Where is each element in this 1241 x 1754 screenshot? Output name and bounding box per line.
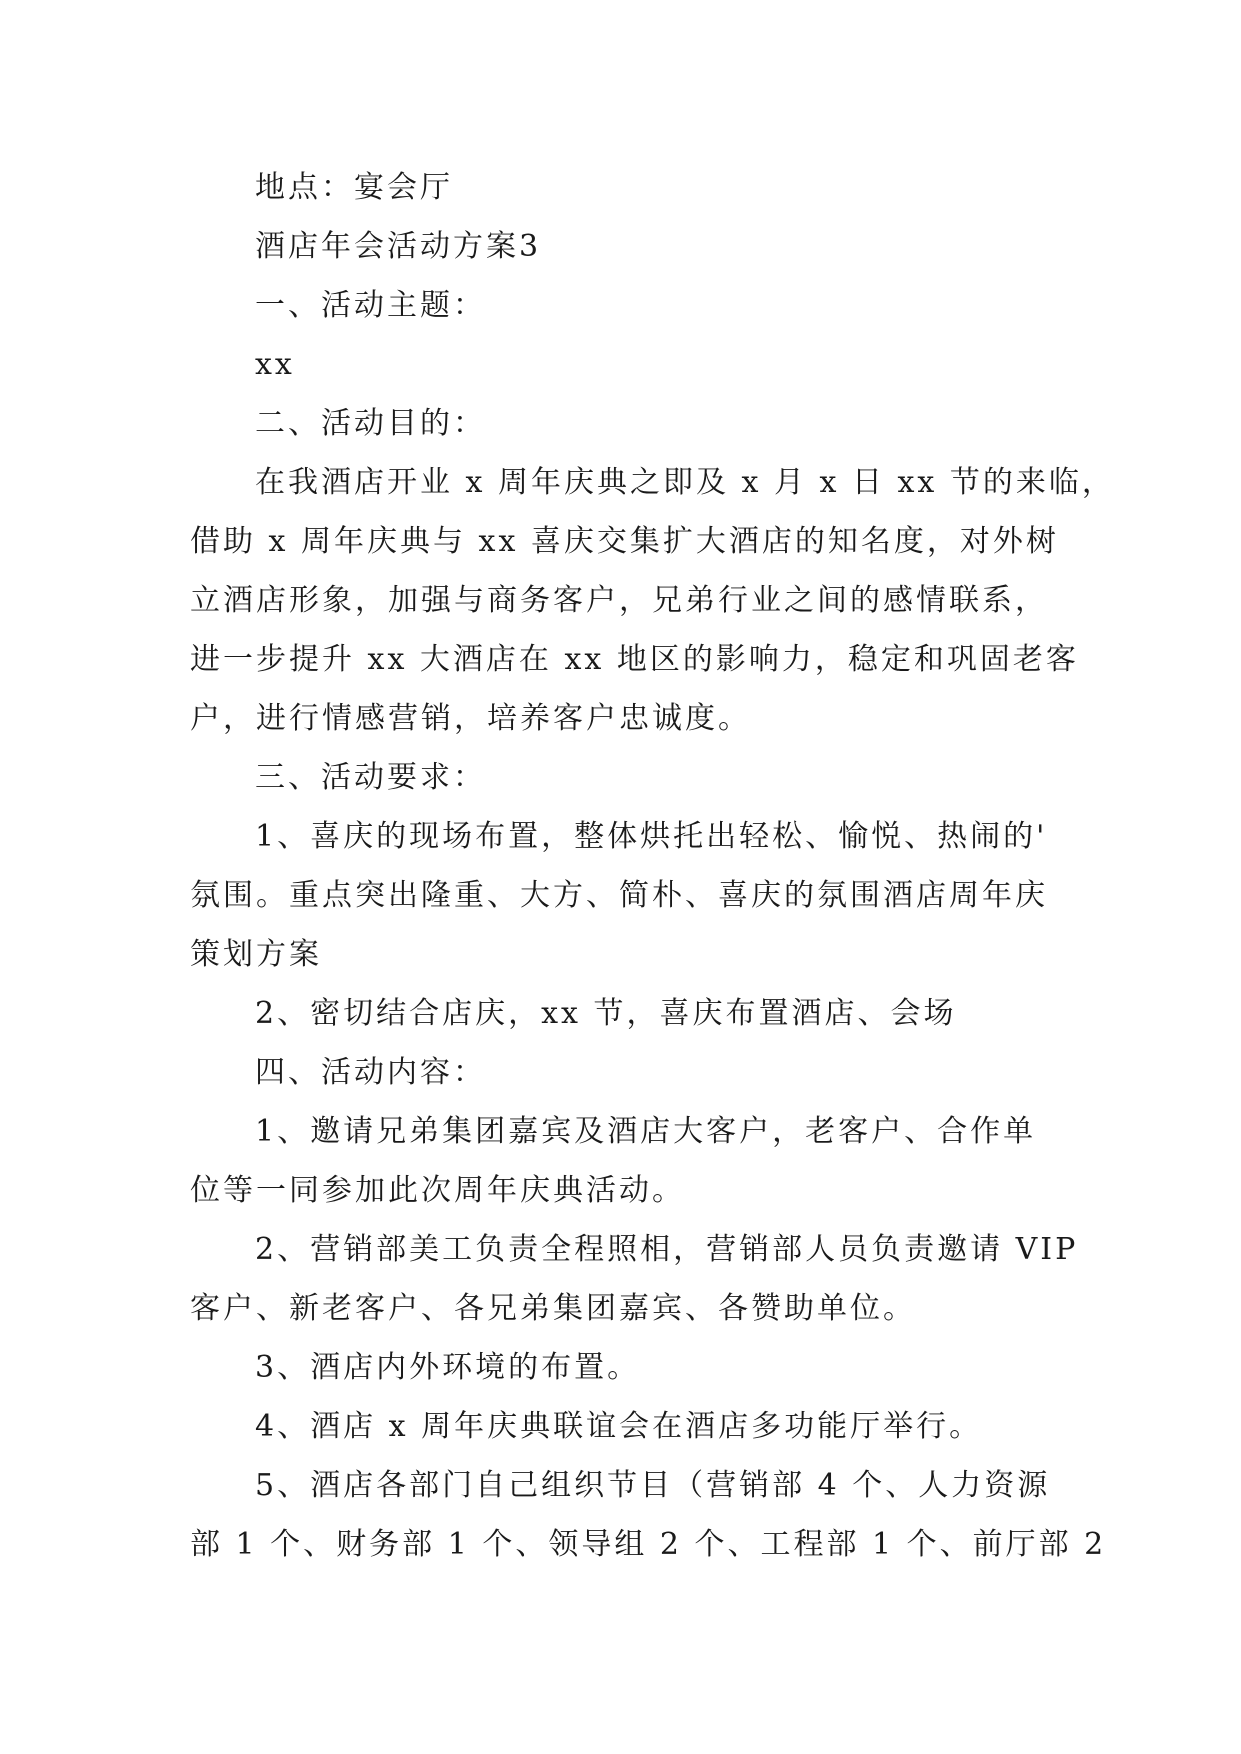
paragraph-line: 5、酒店各部门自己组织节目（营销部 4 个、人力资源 (255, 1468, 1051, 1503)
paragraph-line: 2、营销部美工负责全程照相，营销部人员负责邀请 VIP (255, 1232, 1079, 1267)
paragraph-line: 氛围。重点突出隆重、大方、简朴、喜庆的氛围酒店周年庆 (190, 878, 1048, 913)
paragraph-line: 部 1 个、财务部 1 个、领导组 2 个、工程部 1 个、前厅部 2 (190, 1527, 1107, 1562)
heading-activity-theme: 一、活动主题： (255, 288, 486, 323)
paragraph-line: 1、邀请兄弟集团嘉宾及酒店大客户，老客户、合作单 (255, 1114, 1037, 1149)
text-line-location: 地点：宴会厅 (255, 170, 453, 205)
heading-activity-purpose: 二、活动目的： (255, 406, 486, 441)
paragraph-line: 4、酒店 x 周年庆典联谊会在酒店多功能厅举行。 (255, 1409, 983, 1444)
paragraph-line: 3、酒店内外环境的布置。 (255, 1350, 641, 1385)
heading-activity-content: 四、活动内容： (255, 1055, 486, 1090)
paragraph-line: 进一步提升 xx 大酒店在 xx 地区的影响力，稳定和巩固老客 (190, 642, 1079, 677)
text-line-theme-value: xx (255, 347, 295, 382)
paragraph-line: 户，进行情感营销，培养客户忠诚度。 (190, 701, 751, 736)
heading-activity-requirements: 三、活动要求： (255, 760, 486, 795)
paragraph-line: 在我酒店开业 x 周年庆典之即及 x 月 x 日 xx 节的来临， (255, 465, 1115, 500)
document-body (190, 158, 1115, 1574)
paragraph-line: 位等一同参加此次周年庆典活动。 (190, 1173, 685, 1208)
paragraph-line: 立酒店形象，加强与商务客户，兄弟行业之间的感情联系， (190, 583, 1048, 618)
paragraph-line: 借助 x 周年庆典与 xx 喜庆交集扩大酒店的知名度，对外树 (190, 524, 1059, 559)
section-heading-plan-3: 酒店年会活动方案3 (255, 229, 542, 264)
paragraph-line: 1、喜庆的现场布置，整体烘托出轻松、愉悦、热闹的' (255, 819, 1048, 854)
paragraph-line: 策划方案 (190, 937, 322, 972)
paragraph-line: 客户、新老客户、各兄弟集团嘉宾、各赞助单位。 (190, 1291, 916, 1326)
paragraph-line: 2、密切结合店庆，xx 节，喜庆布置酒店、会场 (255, 996, 957, 1031)
